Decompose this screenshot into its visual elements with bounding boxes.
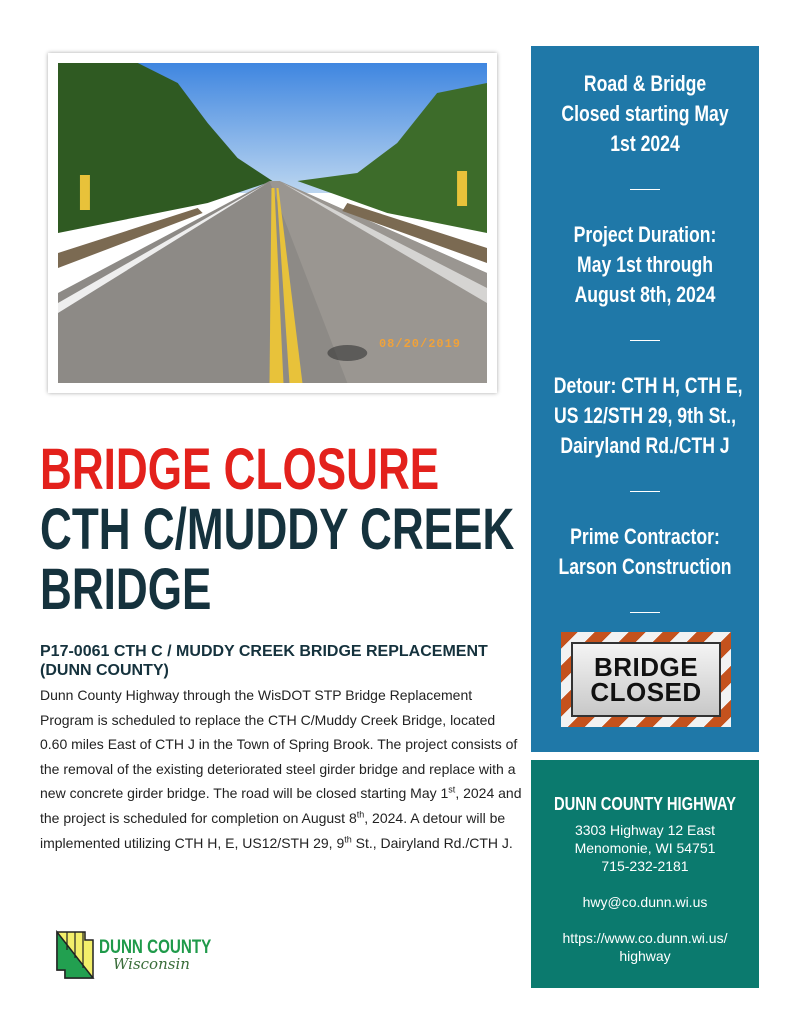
headline-line-1: BRIDGE CLOSURE — [40, 437, 440, 502]
contact-url[interactable] — [531, 929, 759, 965]
logo-title: DUNN COUNTY — [99, 937, 212, 958]
divider — [630, 340, 660, 341]
desc-part: , 2024. A detour will be implemented utilizing CTH H, E, US12/STH 29, 9 — [40, 809, 506, 851]
contact-title: DUNN COUNTY HIGHWAY — [553, 794, 737, 814]
info-line: Larson Construction — [558, 554, 732, 579]
desc-sup: th — [344, 833, 352, 844]
logo-subtitle: Wisconsin — [113, 955, 190, 973]
desc-sup: st — [448, 784, 456, 795]
bridge-closed-sign — [561, 632, 731, 727]
dunn-county-logo — [55, 930, 239, 980]
county-map-icon — [55, 930, 95, 980]
headline-line-3: BRIDGE — [40, 557, 212, 622]
closure-info — [531, 69, 759, 159]
info-line: Closed starting May — [561, 101, 729, 126]
desc-part: St., Dairyland Rd./CTH J. — [351, 834, 513, 851]
info-line: Detour: CTH H, CTH E, — [553, 373, 743, 398]
info-line: May 1st through — [577, 252, 713, 277]
info-line: Prime Contractor: — [570, 524, 720, 549]
sign-text: CLOSED — [590, 676, 702, 707]
duration-info — [531, 220, 759, 310]
sign-text: BRIDGE — [593, 651, 699, 682]
desc-sup: th — [356, 809, 365, 820]
contact-phone: 715-232-2181 — [601, 858, 689, 874]
url-line[interactable]: highway — [619, 948, 671, 964]
divider — [630, 491, 660, 492]
info-line: Dairyland Rd./CTH J — [560, 433, 730, 458]
info-line: Project Duration: — [573, 222, 717, 247]
contact-email[interactable]: hwy@co.dunn.wi.us — [582, 894, 708, 910]
detour-info — [531, 371, 759, 461]
project-subtitle: P17-0061 CTH C / MUDDY CREEK BRIDGE REPLACEMENT (DUNN COUNTY) — [40, 643, 488, 679]
info-line: 1st 2024 — [610, 131, 680, 156]
desc-part: , 2024 and the project is scheduled for completion on August 8 — [40, 785, 522, 826]
info-line: August 8th, 2024 — [574, 282, 716, 307]
info-panel — [531, 46, 759, 752]
contact-address-1: 3303 Highway 12 East — [574, 822, 716, 838]
info-line: US 12/STH 29, 9th St., — [554, 403, 736, 428]
photo-date-stamp: 08/20/2019 — [378, 337, 461, 351]
info-line: Road & Bridge — [583, 71, 707, 96]
bridge-photo — [48, 53, 497, 393]
desc-part: Dunn County Highway through the WisDOT STP Bridge Replacement Program is scheduled to replace the CTH C/Muddy Creek Bridge, located 0.60 miles East of CTH J in the Town of Spring Brook. The project consists of the removal of the existing deteriorated steel girder bridge and replace with a new concrete girder bridge. The road will be closed starting May 1 — [40, 687, 518, 802]
divider — [630, 612, 660, 613]
project-description — [40, 683, 525, 855]
divider — [630, 189, 660, 190]
headline-line-2: CTH C/MUDDY CREEK — [40, 497, 515, 562]
contact-panel — [531, 760, 759, 988]
contractor-info — [531, 522, 759, 582]
url-line[interactable]: https://www.co.dunn.wi.us/ — [562, 930, 728, 946]
contact-address-2: Menomonie, WI 54751 — [574, 840, 716, 856]
